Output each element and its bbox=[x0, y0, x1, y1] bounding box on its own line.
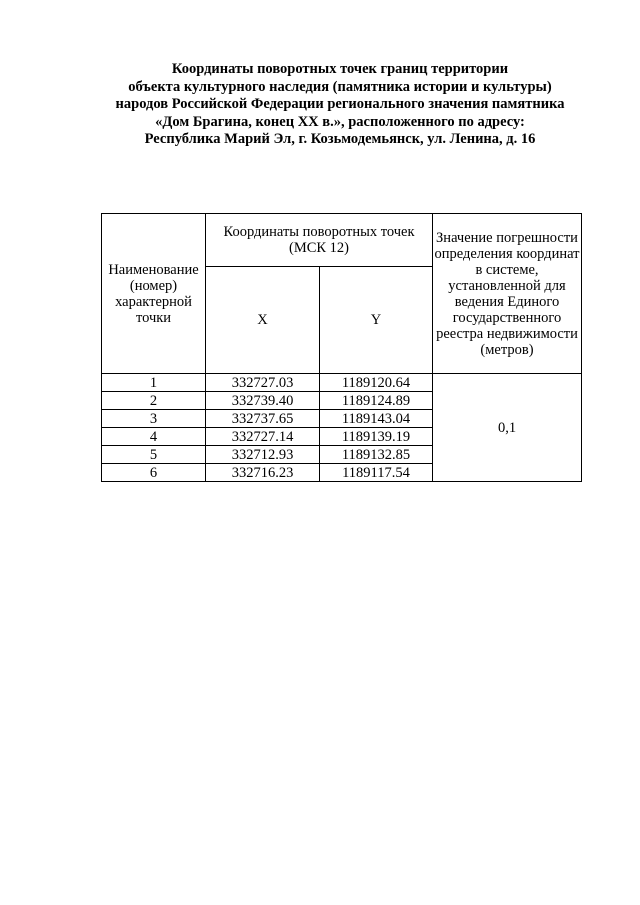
coord-y: 1189117.54 bbox=[320, 464, 433, 482]
title-line: объекта культурного наследия (памятника истории и культуры) bbox=[128, 78, 552, 95]
title-line: Республика Марий Эл, г. Козьмодемьянск, ул. Ленина, д. 16 bbox=[144, 131, 536, 147]
coord-y: 1189143.04 bbox=[320, 410, 433, 428]
header-x: X bbox=[206, 267, 320, 374]
error-value: 0,1 bbox=[433, 374, 582, 482]
point-number: 3 bbox=[102, 410, 206, 428]
coord-x: 332716.23 bbox=[206, 464, 320, 482]
coord-x: 332739.40 bbox=[206, 392, 320, 410]
title-line: «Дом Брагина, конец XX в.», расположенного по адресу: bbox=[155, 113, 525, 130]
point-number: 5 bbox=[102, 446, 206, 464]
coord-x: 332712.93 bbox=[206, 446, 320, 464]
point-number: 6 bbox=[102, 464, 206, 482]
document-title bbox=[60, 61, 620, 149]
title-line: Координаты поворотных точек границ территории bbox=[171, 61, 509, 77]
table-row bbox=[102, 374, 582, 392]
point-number: 2 bbox=[102, 392, 206, 410]
title-line: народов Российской Федерации регионального значения памятника bbox=[115, 96, 565, 112]
header-point-name: Наименование (номер) характерной точки bbox=[102, 214, 206, 374]
coord-y: 1189120.64 bbox=[320, 374, 433, 392]
header-y: Y bbox=[320, 267, 433, 374]
coord-x: 332737.65 bbox=[206, 410, 320, 428]
coord-y: 1189132.85 bbox=[320, 446, 433, 464]
coord-y: 1189139.19 bbox=[320, 428, 433, 446]
coord-y: 1189124.89 bbox=[320, 392, 433, 410]
header-coordinates: Координаты поворотных точек (МСК 12) bbox=[206, 214, 433, 267]
point-number: 1 bbox=[102, 374, 206, 392]
coord-x: 332727.03 bbox=[206, 374, 320, 392]
coord-x: 332727.14 bbox=[206, 428, 320, 446]
coordinates-table bbox=[101, 213, 582, 482]
header-error: Значение погрешности определения координат в системе, установленной для ведения Единого государственного реестра недвижимости (метров) bbox=[433, 214, 582, 374]
point-number: 4 bbox=[102, 428, 206, 446]
